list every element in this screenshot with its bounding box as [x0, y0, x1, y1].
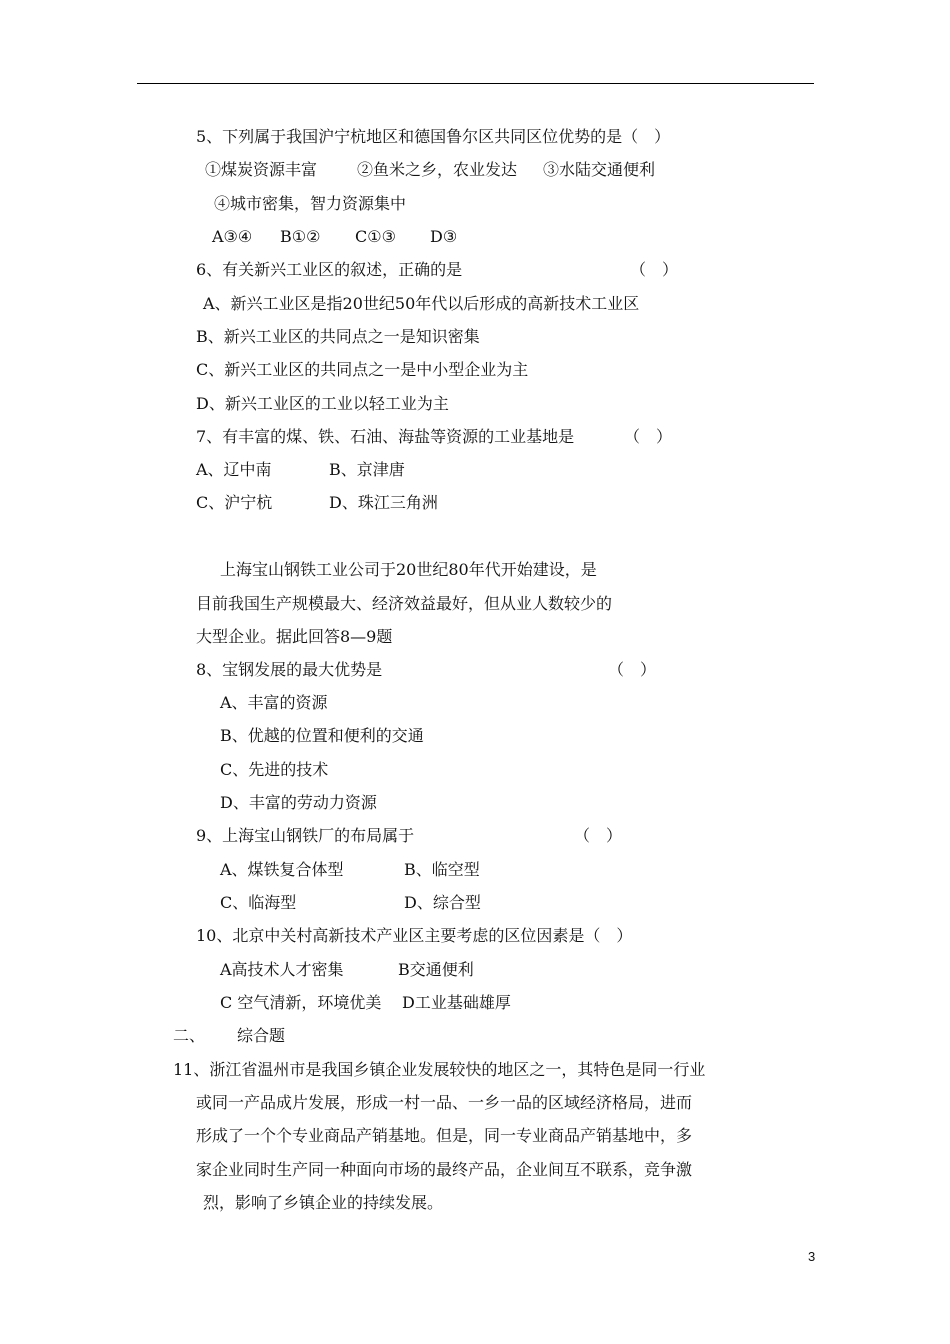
q10-option-c: C 空气清新，环境优美	[220, 993, 382, 1012]
section-title: 综合题	[237, 1026, 286, 1045]
section-number: 二、	[173, 1026, 206, 1045]
q6-option-d: D、新兴工业区的工业以轻工业为主	[196, 394, 449, 413]
q7-stem: 7、有丰富的煤、铁、石油、海盐等资源的工业基地是	[196, 427, 575, 446]
q5-stem: 5、下列属于我国沪宁杭地区和德国鲁尔区共同区位优势的是（ ）	[196, 127, 671, 146]
q7-answer-paren: （ ）	[624, 427, 673, 446]
q11-line-1: 11、浙江省温州市是我国乡镇企业发展较快的地区之一，其特色是同一行业	[173, 1060, 706, 1079]
q5-choice-d: D③	[430, 227, 458, 246]
q7-option-c: C、沪宁杭	[196, 493, 273, 512]
q7-option-b: B、京津唐	[329, 460, 405, 479]
q6-stem: 6、有关新兴工业区的叙述，正确的是	[196, 260, 463, 279]
q8-option-c: C、先进的技术	[220, 760, 329, 779]
passage-line-2: 目前我国生产规模最大、经济效益最好，但从业人数较少的	[196, 594, 613, 613]
q5-option-3: ③水陆交通便利	[543, 160, 656, 179]
q11-line-4: 家企业同时生产同一种面向市场的最终产品，企业间互不联系，竞争激	[196, 1160, 693, 1179]
q8-option-b: B、优越的位置和便利的交通	[220, 726, 424, 745]
q6-option-a: A、新兴工业区是指20世纪50年代以后形成的高新技术工业区	[203, 294, 640, 313]
q5-choice-c: C①③	[355, 227, 396, 246]
q6-option-c: C、新兴工业区的共同点之一是中小型企业为主	[196, 360, 529, 379]
q9-option-a: A、煤铁复合体型	[220, 860, 344, 879]
q10-stem: 10、北京中关村高新技术产业区主要考虑的区位因素是（ ）	[196, 926, 633, 945]
q10-option-a: A高技术人才密集	[220, 960, 344, 979]
passage-line-3: 大型企业。据此回答8—9题	[196, 627, 393, 646]
q10-option-d: D工业基础雄厚	[402, 993, 511, 1012]
q5-option-4: ④城市密集，智力资源集中	[214, 194, 407, 213]
q6-answer-paren: （ ）	[630, 260, 679, 279]
q7-option-a: A、辽中南	[196, 460, 272, 479]
page-number: 3	[808, 1249, 816, 1264]
q5-choice-a: A③④	[212, 227, 253, 246]
q6-option-b: B、新兴工业区的共同点之一是知识密集	[196, 327, 480, 346]
passage-line-1: 上海宝山钢铁工业公司于20世纪80年代开始建设，是	[220, 560, 597, 579]
q9-stem: 9、上海宝山钢铁厂的布局属于	[196, 826, 415, 845]
q5-choice-b: B①②	[280, 227, 321, 246]
q9-option-c: C、临海型	[220, 893, 297, 912]
q11-line-5: 烈，影响了乡镇企业的持续发展。	[203, 1193, 444, 1212]
q7-option-d: D、珠江三角洲	[329, 493, 438, 512]
q11-line-3: 形成了一个个专业商品产销基地。但是，同一专业商品产销基地中，多	[196, 1126, 693, 1145]
q8-stem: 8、宝钢发展的最大优势是	[196, 660, 383, 679]
q9-option-b: B、临空型	[404, 860, 480, 879]
q8-answer-paren: （ ）	[608, 660, 657, 679]
q10-option-b: B交通便利	[398, 960, 474, 979]
q9-option-d: D、综合型	[404, 893, 481, 912]
q8-option-a: A、丰富的资源	[220, 693, 328, 712]
q9-answer-paren: （ ）	[574, 826, 623, 845]
q5-option-2: ②鱼米之乡，农业发达	[357, 160, 518, 179]
q11-line-2: 或同一产品成片发展，形成一村一品、一乡一品的区域经济格局，进而	[196, 1093, 693, 1112]
q5-option-1: ①煤炭资源丰富	[205, 160, 318, 179]
q8-option-d: D、丰富的劳动力资源	[220, 793, 377, 812]
header-rule	[137, 83, 814, 84]
